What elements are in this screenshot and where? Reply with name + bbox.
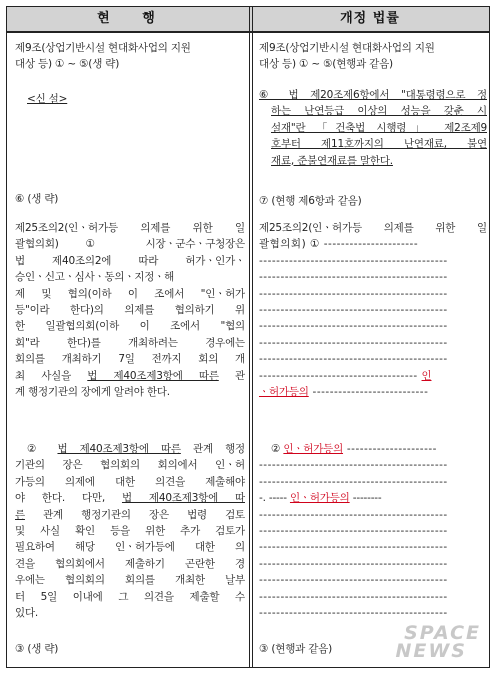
left-art25-line: 회"라 한다)를 개최하려는 경우에는 [15, 336, 245, 349]
dash-line: -------------------------------------------- [259, 541, 448, 554]
left-p6-text: ⑥ (생 략) [15, 193, 59, 205]
watermark-logo [395, 624, 481, 660]
left-p2-line: 우에는 협의회의 회의를 개최한 날부 [15, 574, 245, 587]
left-p2-line4 [15, 490, 245, 506]
amended-text: 인ㆍ허가등의 [289, 492, 350, 505]
dash-line: -------------------------------------------- [259, 287, 448, 300]
dash-line: -------------------------------------------- [259, 508, 448, 521]
left-p2 [15, 441, 245, 621]
text-span: 관계 행정 [180, 443, 245, 455]
text-span: ② [271, 443, 284, 455]
watermark-line1: SPACE [404, 622, 481, 644]
right-p6-line: 호부터 제11호까지의 난연재료, 불연 [271, 138, 487, 151]
left-p2-line1 [15, 441, 245, 457]
dash-line-short: -------------------------------------------- [259, 607, 448, 620]
text-span: 야 한다. 다만, [15, 492, 122, 505]
amended-text: ㆍ허가등의 [259, 386, 309, 399]
left-new-est-text: <신 설> [27, 93, 68, 105]
left-art25-final: 계 행정기관의 장에게 알려야 한다. [15, 386, 170, 399]
left-p2-line5 [15, 507, 245, 523]
right-p2-line4 [259, 490, 487, 506]
dash-line: -------------------------------------------- [259, 271, 448, 284]
left-p2-line: 필요하여 해당 인ㆍ허가등에 대한 의 [15, 541, 245, 554]
right-p7 [259, 193, 487, 209]
underlined-ref: 법 제40조제3항에 따른 [87, 369, 219, 382]
right-p7-text: ⑦ (현행 제6항과 같음) [259, 195, 362, 207]
underlined-ref: 법 제40조제3항에 따른 [57, 443, 181, 455]
right-art25-line2: 괄협의회) ① ---------------------- [259, 238, 419, 251]
text-span: -. ----- [259, 492, 290, 505]
dash-line: -------------------------------------------- [259, 590, 448, 603]
left-p2-line: 견을 협의회에서 제출하기 곤란한 경 [15, 557, 245, 570]
right-art9-line1: 제9조(상업기반시설 현대화사업의 지원 [259, 42, 435, 54]
text-span: -------- [349, 492, 382, 505]
right-p2-line1: ② 인ㆍ허가등의 --------------------- [271, 443, 437, 455]
left-art25 [15, 220, 245, 400]
left-art25-line: 한 일괄협의회(이하 이 조에서 "협의 [15, 320, 245, 333]
left-art25-line: 승인ㆍ신고ㆍ심사ㆍ동의ㆍ지정ㆍ해 [15, 271, 175, 284]
left-art25-line: 등"이라 한다)의 의제를 협의하기 위 [15, 304, 245, 317]
watermark-line2: NEWS [395, 640, 467, 662]
comparison-table [6, 6, 490, 668]
dash-line: -------------------------------------------- [259, 254, 448, 267]
right-art25-red: ㆍ허가등의 --------------------------- [259, 386, 429, 399]
left-art9 [15, 40, 245, 73]
left-p2-line: 가등의 의제에 대한 의견을 제출해야 [15, 475, 245, 488]
table-header [7, 7, 489, 33]
left-p2-line: 기관의 장은 협의회의 회의에서 인ㆍ허 [15, 459, 245, 472]
right-art9-line2: 대상 등) ① ~ ⑤(현행과 같음) [259, 58, 393, 71]
left-art25-line: 회의를 개최하기 7일 전까지 회의 개 [15, 353, 245, 366]
right-p3-text: ③ (현행과 같음) [259, 643, 332, 655]
left-p2-line: 있다. [15, 607, 39, 620]
right-p6-line: 하는 난연등급 이상의 성능을 갖춘 시 [271, 105, 487, 118]
left-art25-line: 법 제40조의2에 따라 허가ㆍ인가ㆍ [15, 254, 245, 267]
left-art9-line2: 대상 등) ① ~ ⑤(생 략) [15, 58, 120, 71]
left-p3-text: ③ (생 략) [15, 643, 59, 655]
dash-line: -------------------------------------------- [259, 475, 448, 488]
left-art25-line: 제25조의2(인ㆍ허가등 의제를 위한 일 [15, 222, 245, 234]
right-p6-new [259, 87, 487, 169]
left-p2-line: 터 5일 이내에 그 의견을 제출할 수 [15, 590, 245, 603]
amended-text: 인ㆍ허가등의 [283, 443, 344, 455]
right-p6-line: 설재"란 「건축법 시행령」 제2조제9 [271, 121, 487, 134]
underlined-ref: 른 [15, 508, 25, 521]
right-art25 [259, 220, 487, 400]
underlined-ref: 법 제40조제3항에 따 [121, 492, 245, 505]
left-new-est [27, 91, 257, 107]
dash-line: -------------------------------------------- [259, 557, 448, 570]
left-art9-line1: 제9조(상업기반시설 현대화사업의 지원 [15, 42, 191, 54]
left-art25-line: 괄협의회) ① 시장ㆍ군수ㆍ구청장은 [15, 238, 245, 251]
text-span: 최 사실을 [15, 369, 88, 382]
right-p2 [259, 441, 487, 621]
dash-line-with-red: ------------------------------------- 인 [259, 369, 432, 382]
left-art25-line-underlined [15, 368, 245, 384]
dash-line: -------------------------------------------- [259, 320, 448, 333]
dash-line: -------------------------------------------- [259, 525, 448, 538]
dash-line: -------------------------------------------- [259, 304, 448, 317]
right-p6-line: 재료, 준불연재료를 말한다. [271, 154, 393, 167]
header-amended: 개정 법률 [340, 11, 400, 26]
left-art25-line: 제 및 협의(이하 이 조에서 "인ㆍ허가 [15, 287, 245, 300]
amended-text: 인 [421, 369, 432, 382]
header-current: 현 행 [97, 11, 169, 26]
left-p3 [15, 641, 245, 657]
right-art9 [259, 40, 487, 73]
dash-line: -------------------------------------------- [259, 336, 448, 349]
text-span: ② [27, 443, 58, 455]
right-art25-line1: 제25조의2(인ㆍ허가등 의제를 위한 일 [259, 222, 487, 234]
left-p6 [15, 191, 245, 207]
text-span: 관 [218, 369, 245, 382]
text-span: 관계 행정기관의 장은 법령 검토 [24, 508, 245, 521]
right-p6-line: ⑥ 법 제20조제6항에서 "대통령령으로 정 [259, 89, 487, 101]
dash-line: -------------------------------------------- [259, 459, 448, 472]
dash-line: -------------------------------------------- [259, 574, 448, 587]
left-p2-line: 및 사실 확인 등을 위한 추가 검토가 [15, 525, 245, 538]
dash-line: -------------------------------------------- [259, 353, 448, 366]
